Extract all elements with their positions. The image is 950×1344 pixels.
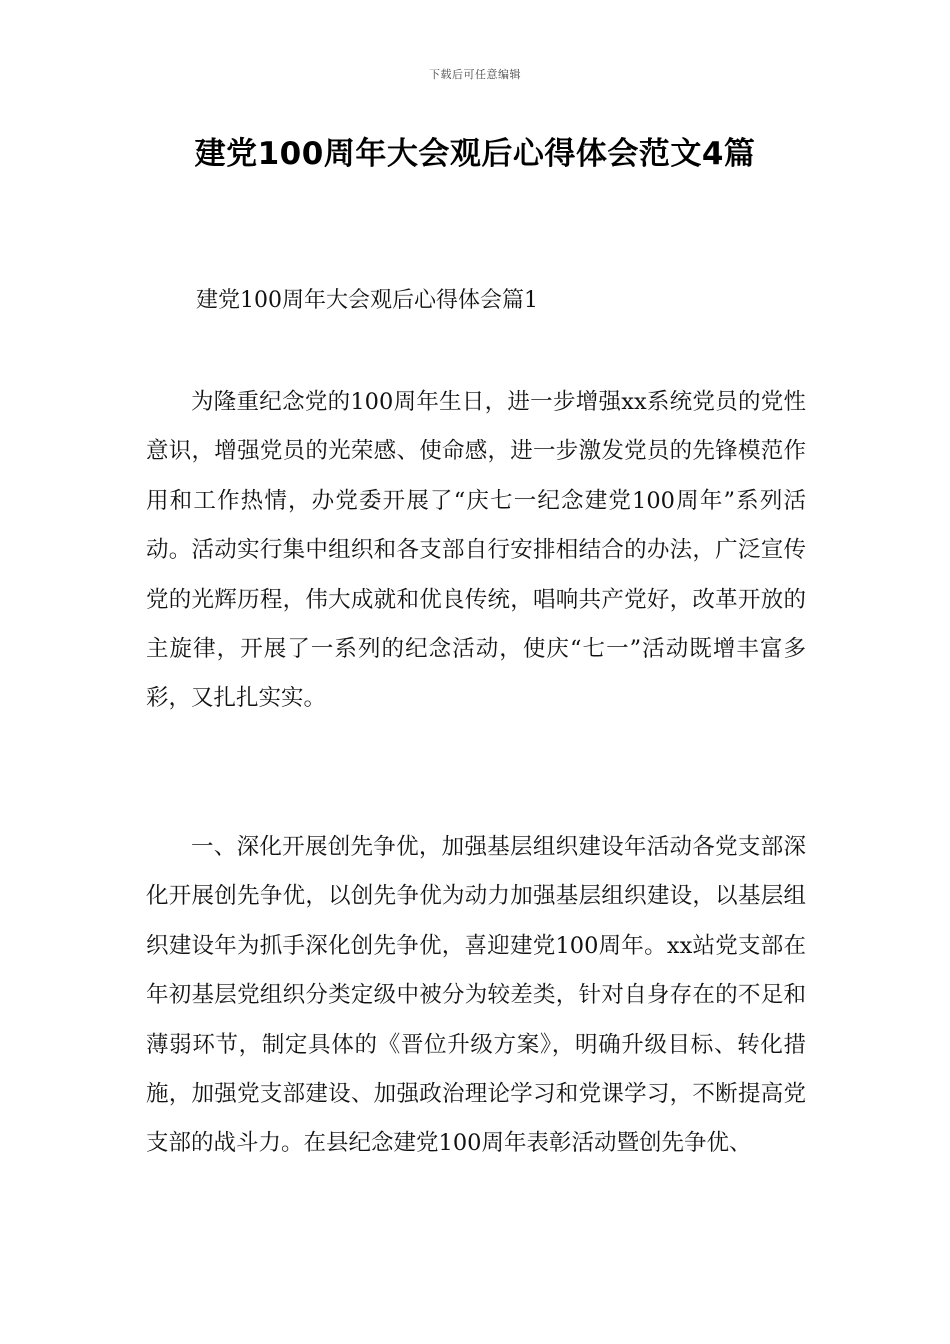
section-heading: 建党100周年大会观后心得体会篇1: [196, 288, 538, 313]
header-note: 下载后可任意编辑: [429, 68, 521, 81]
body-paragraph-1: 为隆重纪念党的100周年生日，进一步增强xx系统党员的党性意识，增强党员的光荣感、使命感，进一步激发党员的先锋模范作用和工作热情，办党委开展了“庆七一纪念建党100周年”系列活动。活动实行集中组织和各支部自行安排相结合的办法，广泛宣传党的光辉历程，伟大成就和优良传统，唱响共产党好，改革开放的主旋律，开展了一系列的纪念活动，使庆“七一”活动既增丰富多彩，又扎扎实实。: [146, 389, 806, 712]
body-paragraph-2: 一、深化开展创先争优，加强基层组织建设年活动各党支部深化开展创先争优，以创先争优为动力加强基层组织建设，以基层组织建设年为抓手深化创先争优，喜迎建党100周年。xx站党支部在年初基层党组织分类定级中被分为较差类，针对自身存在的不足和薄弱环节，制定具体的《晋位升级方案》，明确升级目标、转化措施，加强党支部建设、加强政治理论学习和党课学习，不断提高党支部的战斗力。在县纪念建党100周年表彰活动暨创先争优、: [146, 834, 806, 1157]
document-title: 建党100周年大会观后心得体会范文4篇: [194, 136, 756, 172]
